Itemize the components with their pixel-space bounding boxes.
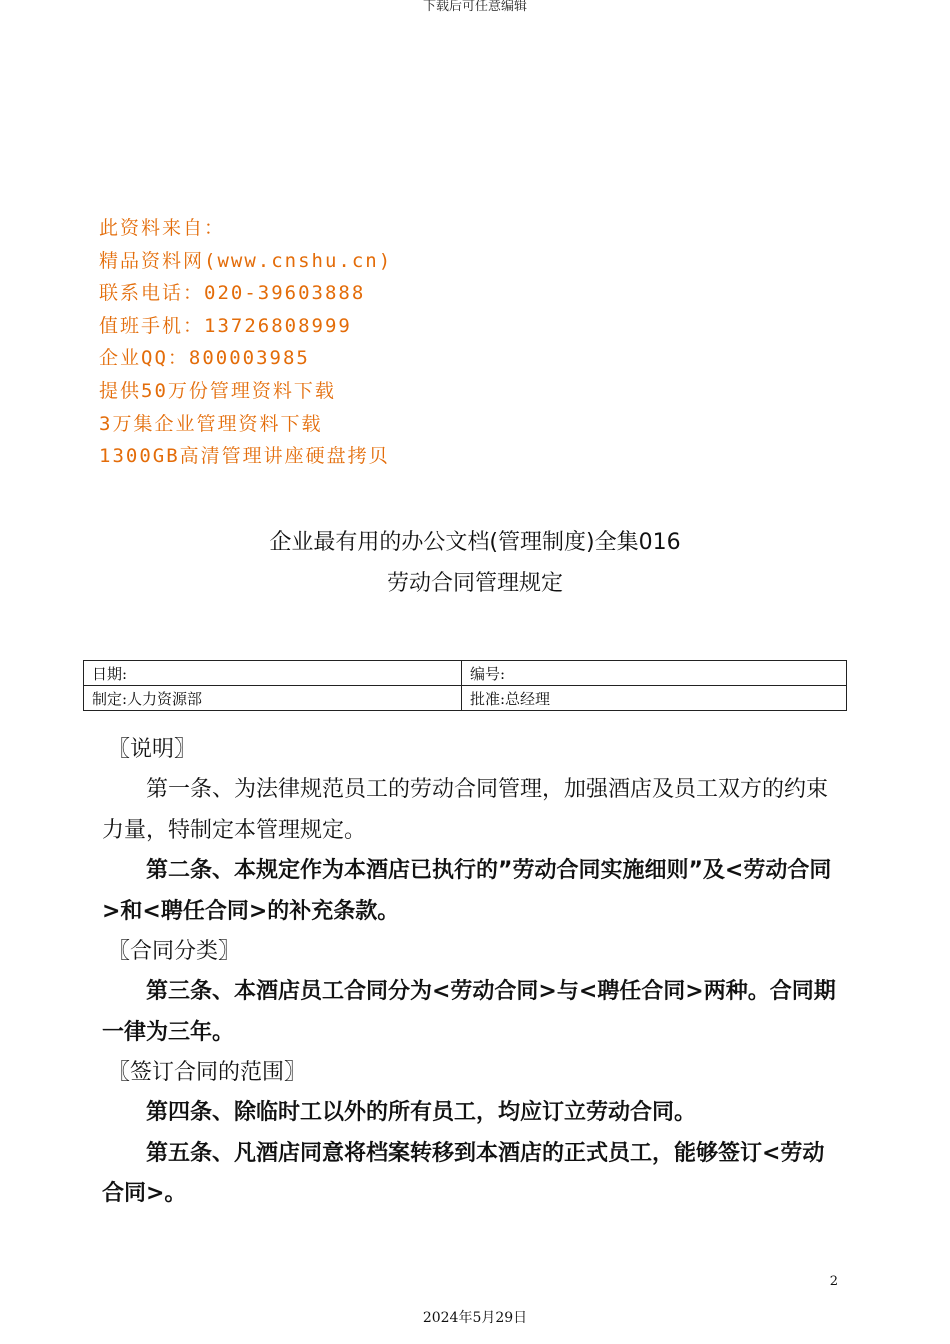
- section-heading-explanation: 〖说明〗: [108, 737, 197, 762]
- article-1: 第一条、为法律规范员工的劳动合同管理，加强酒店及员工双方的约束力量，特制定本管理规定。: [102, 777, 829, 843]
- article-4: 第四条、除临时工以外的所有员工，均应订立劳动合同。: [146, 1100, 697, 1125]
- page-number: 2: [829, 1274, 838, 1289]
- source-ad-block: [99, 212, 392, 473]
- header-note: 下载后可任意编辑: [422, 0, 527, 14]
- ad-line-phone: 联系电话：020-39603888: [99, 282, 366, 305]
- ad-line-mobile: 值班手机：13726808999: [99, 314, 352, 337]
- article-2: 第二条、本规定作为本酒店已执行的”劳动合同实施细则”及<劳动合同>和<聘任合同>的补充条款。: [102, 858, 832, 924]
- section-heading-contract-types: 〖合同分类〗: [108, 939, 241, 964]
- section-heading-signing-scope: 〖签订合同的范围〗: [108, 1060, 307, 1085]
- ad-line-offer-2: 3万集企业管理资料下载: [99, 412, 323, 435]
- document-meta-table: [83, 660, 847, 711]
- document-title: 企业最有用的办公文档(管理制度)全集016: [269, 530, 681, 555]
- ad-line-offer-3: 1300GB高清管理讲座硬盘拷贝: [99, 445, 390, 468]
- ad-line-source: 此资料来自：: [99, 217, 226, 239]
- document-body: [102, 730, 837, 1215]
- ad-line-qq: 企业QQ：800003985: [99, 347, 310, 370]
- table-row: [84, 686, 847, 711]
- document-subtitle: 劳动合同管理规定: [386, 571, 563, 596]
- footer-date: 2024年5月29日: [422, 1310, 528, 1326]
- ad-line-offer-1: 提供50万份管理资料下载: [99, 379, 336, 402]
- ad-line-website: 精品资料网(www.cnshu.cn): [99, 249, 393, 272]
- approved-by-cell: 批准:总经理: [462, 686, 847, 711]
- table-row: [84, 661, 847, 686]
- date-cell: 日期:: [84, 661, 462, 686]
- prepared-by-cell: 制定:人力资源部: [84, 686, 462, 711]
- article-5: 第五条、凡酒店同意将档案转移到本酒店的正式员工，能够签订<劳动合同>。: [102, 1140, 825, 1206]
- article-3: 第三条、本酒店员工合同分为<劳动合同>与<聘任合同>两种。合同期一律为三年。: [102, 979, 836, 1045]
- number-cell: 编号:: [462, 661, 847, 686]
